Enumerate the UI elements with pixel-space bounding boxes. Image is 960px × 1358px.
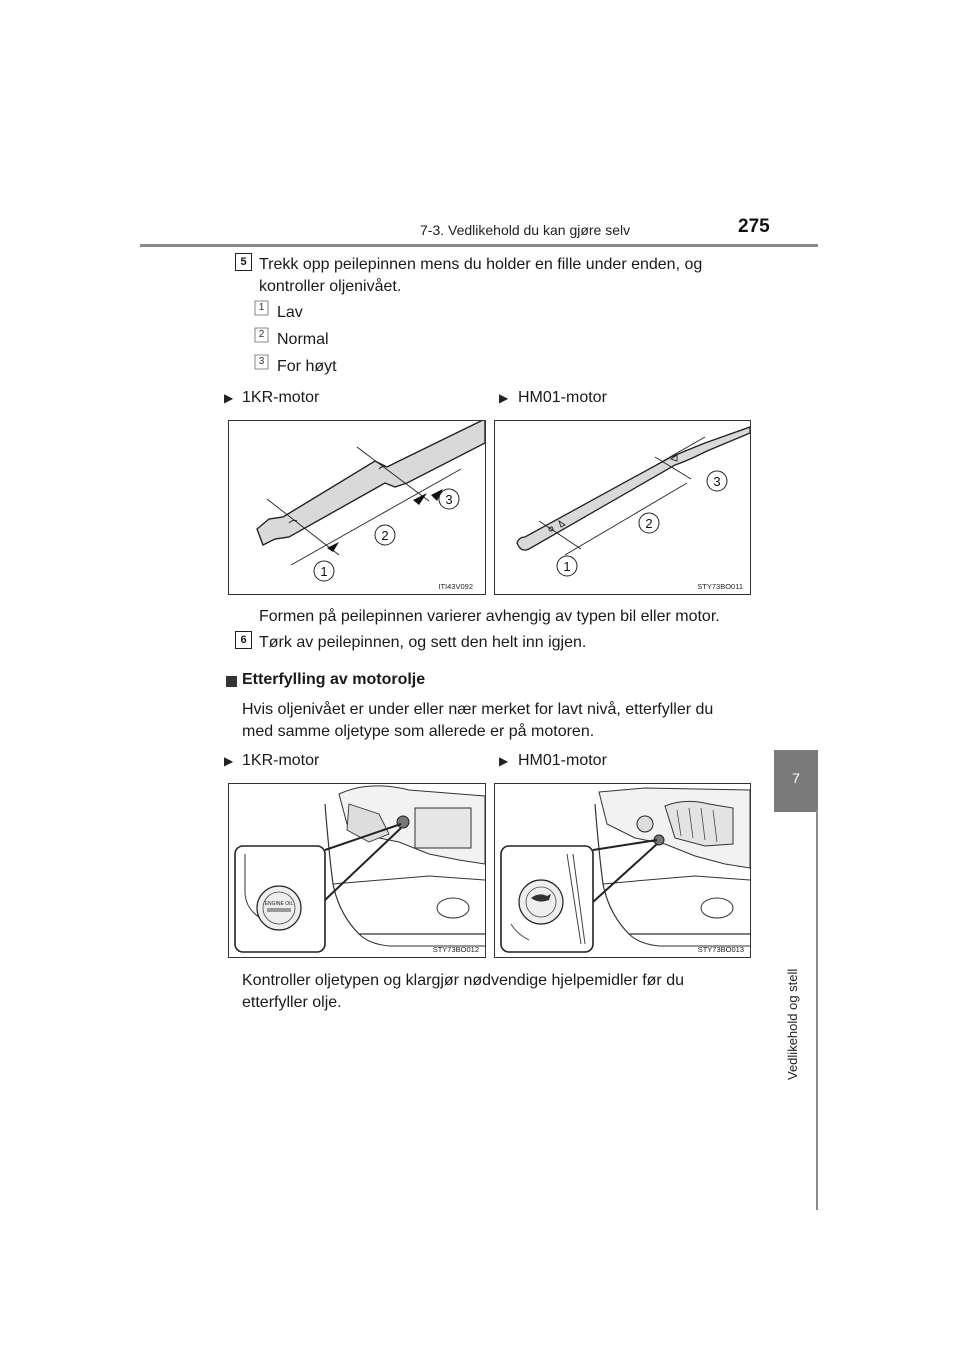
section-title: 7-3. Vedlikehold du kan gjøre selv — [420, 222, 631, 238]
level-3-badge — [254, 354, 269, 370]
page-number: 275 — [738, 216, 770, 237]
callout-3: 3 — [445, 492, 453, 507]
figure-code: STY73BO012 — [432, 945, 479, 954]
cap-note-line2: etterfyller olje. — [242, 994, 342, 1011]
cap-right-label: HM01-motor — [518, 752, 607, 769]
dipstick-left-label: 1KR-motor — [242, 389, 320, 406]
cap-left-label: 1KR-motor — [242, 752, 320, 769]
chapter-number: 7 — [792, 770, 800, 786]
step-5-number: 5 — [240, 256, 247, 268]
step-5-text-line1: Trekk opp peilepinnen mens du holder en fille under enden, og — [259, 256, 703, 273]
level-2-number: 2 — [258, 329, 265, 340]
level-normal-label: Normal — [277, 331, 329, 348]
figure-code: STY73BO011 — [697, 582, 743, 591]
level-low-label: Lav — [277, 304, 303, 321]
step-5-text-line2: kontroller oljenivået. — [259, 278, 402, 295]
callout-2: 2 — [645, 516, 653, 531]
refill-text-line1: Hvis oljenivået er under eller nær merket for lavt nivå, etterfyller du — [242, 701, 714, 718]
dipstick-1kr-figure — [228, 420, 486, 595]
callout-3: 3 — [713, 474, 721, 489]
level-high-label: For høyt — [277, 358, 337, 375]
dipstick-hm01-figure — [494, 420, 751, 595]
callout-2: 2 — [381, 528, 389, 543]
header-rule — [140, 244, 818, 247]
chapter-title-text: Vedlikehold og stell — [785, 968, 800, 1080]
step-5-badge — [235, 253, 252, 271]
step-6-text: Tørk av peilepinnen, og sett den helt inn igjen. — [259, 634, 587, 651]
refill-heading: Etterfylling av motorolje — [242, 671, 426, 688]
callout-1: 1 — [563, 559, 571, 574]
level-3-number: 3 — [258, 356, 265, 367]
chapter-title — [785, 930, 805, 1080]
dipstick-note: Formen på peilepinnen varierer avhengig av typen bil eller motor. — [259, 608, 720, 625]
triangle-bullet-icon: ▶ — [224, 391, 234, 405]
oil-cap-hm01-figure — [494, 783, 751, 958]
step-6-number: 6 — [240, 634, 247, 646]
step-6-badge — [235, 631, 252, 649]
triangle-bullet-icon: ▶ — [499, 391, 509, 405]
level-1-number: 1 — [258, 302, 265, 313]
figure-code: ITI43V092 — [438, 582, 473, 591]
callout-1: 1 — [320, 564, 328, 579]
dipstick-right-label: HM01-motor — [518, 389, 607, 406]
figure-code: STY73BO013 — [697, 945, 744, 954]
refill-text-line2: med samme oljetype som allerede er på motoren. — [242, 723, 595, 740]
cap-note-line1: Kontroller oljetypen og klargjør nødvendige hjelpemidler før du — [242, 972, 684, 989]
level-2-badge — [254, 327, 269, 343]
triangle-bullet-icon: ▶ — [224, 754, 234, 768]
side-rule — [816, 810, 818, 1210]
oil-cap-1kr-figure — [228, 783, 486, 958]
cap-engine-oil-text: ENGINE OIL — [264, 901, 294, 907]
square-bullet-icon — [226, 676, 237, 687]
triangle-bullet-icon: ▶ — [499, 754, 509, 768]
level-1-badge — [254, 300, 269, 316]
